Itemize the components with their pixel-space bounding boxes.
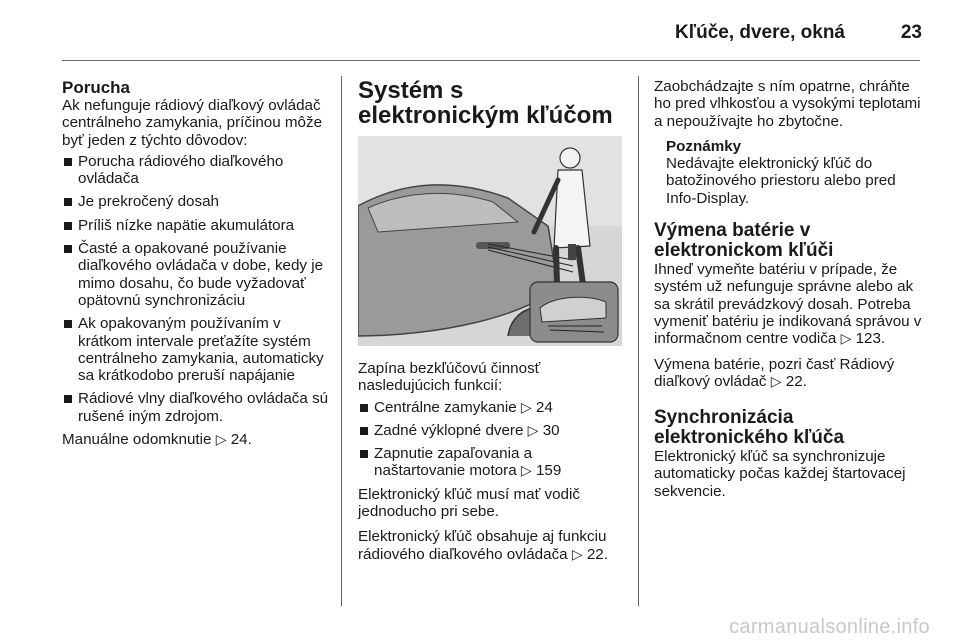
electronic-key-illustration: [358, 136, 622, 346]
list-item: [358, 399, 622, 416]
triangle-right-icon: ▷: [770, 372, 782, 389]
car-door-person-image: [358, 136, 622, 346]
triangle-right-icon: ▷: [571, 545, 583, 562]
electronic-key-intro: Zapína bezkľúčovú činnosť nasledujúcich funkcií:: [358, 360, 541, 395]
note-title: Poznámky: [666, 137, 742, 155]
page-header-title: Kľúče, dvere, okná: [675, 22, 845, 43]
remote-function-ref[interactable]: 22.: [586, 545, 608, 563]
column-divider-2: [638, 76, 639, 606]
battery-ref[interactable]: 123.: [855, 330, 886, 348]
section-heading-battery: Výmena batérie v elektronickom kľúči: [654, 220, 834, 262]
list-item: Ak opakovaným používaním v krátkom intervale preťažíte systém centrálneho zamykania, automaticky sa krátkodobo preruší napájanie: [62, 315, 334, 384]
list-item-ref[interactable]: 159: [535, 462, 562, 480]
list-item-ref[interactable]: 24: [535, 398, 553, 416]
triangle-right-icon: ▷: [520, 398, 532, 415]
section-heading-porucha: Porucha: [62, 78, 131, 97]
section-heading-electronic-key: Systém s elektronickým kľúčom: [358, 77, 613, 129]
column-middle: [358, 78, 622, 571]
list-item: Rádiové vlny diaľkového ovládača sú rušené iným zdrojom.: [62, 390, 334, 425]
column-right: [654, 78, 924, 508]
porucha-intro: Ak nefunguje rádiový diaľkový ovládač centrálneho zamykania, príčinou môže byť jeden z týchto dôvodov:: [62, 97, 323, 149]
section-heading-sync: Synchronizácia elektronického kľúča: [654, 407, 845, 449]
battery-see-ref[interactable]: 22.: [785, 372, 807, 390]
remote-function-text: Elektronický kľúč obsahuje aj funkciu rádiového diaľkového ovládača: [358, 528, 607, 563]
battery-paragraph: [654, 261, 924, 347]
porucha-list: [62, 153, 334, 425]
triangle-right-icon: ▷: [527, 421, 539, 438]
triangle-right-icon: ▷: [520, 462, 532, 479]
list-item-text: Zapnutie zapaľovania a naštartovanie motora: [374, 445, 533, 480]
note-box: [666, 138, 924, 207]
manual-unlock-text: Manuálne odomknutie: [62, 431, 212, 449]
manual-unlock-paragraph: [62, 431, 334, 448]
remote-function-paragraph: [358, 528, 622, 563]
list-item: Časté a opakované používanie diaľkového ovládača v dobe, kedy je mimo dosahu, čo bude vyžadovať opätovnú synchronizáciu: [62, 240, 334, 309]
list-item: Príliš nízke napätie akumulátora: [62, 217, 334, 234]
key-carry-paragraph: Elektronický kľúč musí mať vodič jednoducho pri sebe.: [358, 485, 580, 521]
triangle-right-icon: ▷: [215, 431, 227, 448]
list-item: [358, 422, 622, 439]
list-item-text: Centrálne zamykanie: [374, 398, 517, 416]
column-left: [62, 78, 334, 456]
triangle-right-icon: ▷: [840, 330, 852, 347]
list-item-ref[interactable]: 30: [542, 421, 560, 439]
note-text: Nedávajte elektronický kľúč do batožinového priestoru alebo pred Info-Display.: [666, 155, 896, 207]
list-item: Porucha rádiového diaľkového ovládača: [62, 153, 334, 188]
header-divider: [62, 60, 920, 61]
electronic-key-functions-list: [358, 399, 622, 480]
handling-paragraph: Zaobchádzajte s ním opatrne, chráňte ho pred vlhkosťou a vysokými teplotami a nepoužívajte ho zbytočne.: [654, 78, 921, 130]
battery-see-text: Výmena batérie, pozri časť Rádiový diaľkový ovládač: [654, 355, 895, 390]
list-item: Je prekročený dosah: [62, 193, 334, 210]
column-divider-1: [341, 76, 342, 606]
sync-paragraph: Elektronický kľúč sa synchronizuje automaticky počas každej štartovacej sekvencie.: [654, 448, 906, 500]
list-item-text: Zadné výklopné dvere: [374, 421, 524, 439]
battery-text: Ihneď vymeňte batériu v prípade, že systém už nefunguje správne alebo ak sa skrátil prevádzkový dosah. Potreba vymeniť batériu je indikovaná správou v informačnom centre vodiča: [654, 261, 922, 348]
manual-unlock-ref[interactable]: 24.: [230, 431, 252, 449]
list-item: [358, 445, 622, 480]
battery-see-paragraph: [654, 356, 924, 391]
watermark: carmanualsonline.info: [729, 616, 930, 638]
page-number: 23: [900, 22, 922, 43]
